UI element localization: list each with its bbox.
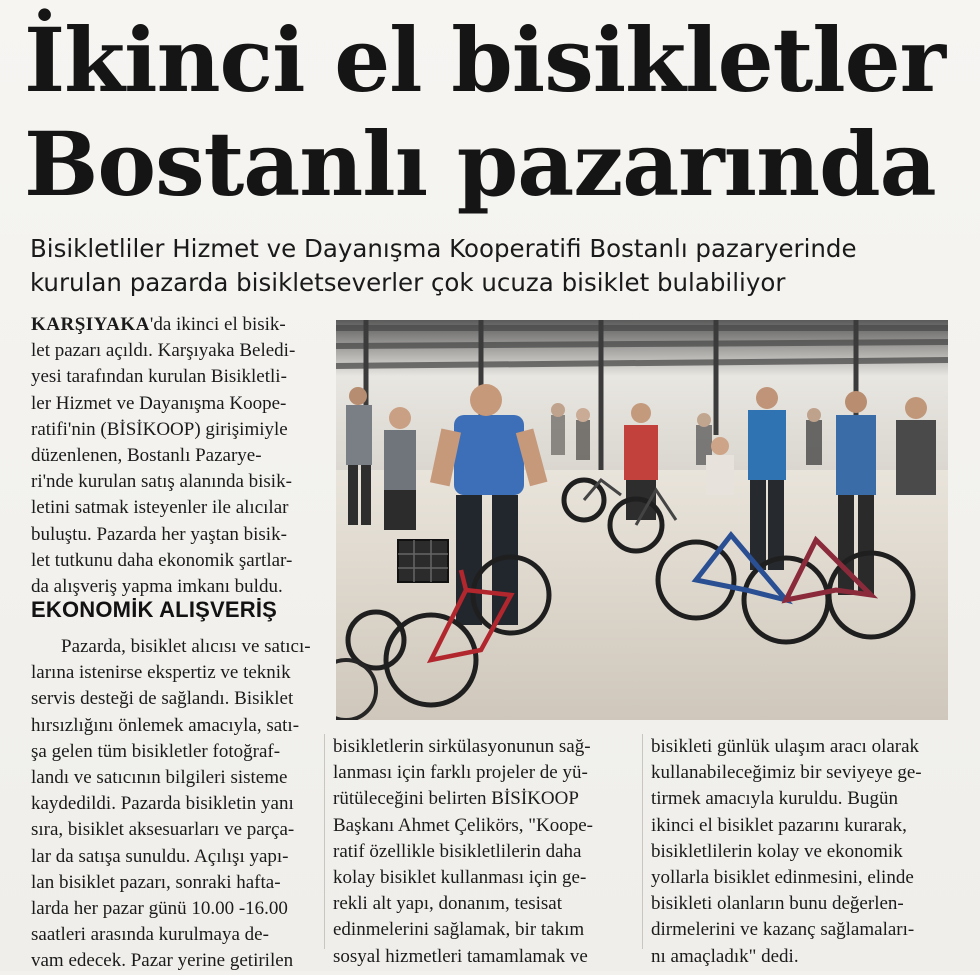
article-line: kaydedildi. Pazarda bisikletin yanı <box>31 793 294 815</box>
headline-line-1: İkinci el bisikletler <box>24 8 946 112</box>
article-line: ikinci el bisiklet pazarını kurarak, <box>651 814 907 836</box>
article-line: nı amaçladık" dedi. <box>651 945 799 967</box>
article-line: vam edecek. Pazar yerine getirilen <box>31 950 294 972</box>
article-line: yesi tarafından kurulan Bisikletli- <box>31 366 287 388</box>
article-line: landı ve satıcının bilgileri sisteme <box>31 767 288 789</box>
article-line: let tutkunu daha ekonomik şartlar- <box>31 549 293 571</box>
article-line: kolay bisiklet kullanması için ge- <box>333 867 587 889</box>
article-line: rütüleceğini belirten BİSİKOOP <box>333 788 579 810</box>
article-line: saatleri arasında kurulmaya de- <box>31 924 269 946</box>
article-column-3 <box>651 734 951 970</box>
article-line: lan bisiklet pazarı, sonraki hafta- <box>31 871 281 893</box>
article-line: sosyal hizmetleri tamamlamak ve <box>333 945 588 967</box>
article-line: buluştu. Pazarda her yaştan bisik- <box>31 523 287 545</box>
article-line: hırsızlığını önlemek amacıyla, satı- <box>31 714 300 736</box>
column-rule <box>324 734 325 949</box>
dateline-rest: 'da ikinci el bisik- <box>149 314 286 335</box>
article-line: edinmelerini sağlamak, bir takım <box>333 919 585 941</box>
bicycle-market-illustration <box>336 320 948 720</box>
article-line: larına istenirse ekspertiz ve teknik <box>31 662 291 684</box>
dateline: KARŞIYAKA <box>31 314 150 335</box>
article-line: rekli alt yapı, donanım, tesisat <box>333 893 563 915</box>
article-line: Pazarda, bisiklet alıcısı ve satıcı- <box>61 636 311 657</box>
subheadline-line-2: kurulan pazarda bisikletseverler çok ucuza bisiklet bulabiliyor <box>30 268 786 297</box>
article-line: tirmek amacıyla kuruldu. Bugün <box>651 788 898 810</box>
article-line: lar da satışa sunuldu. Açılışı yapı- <box>31 845 289 867</box>
article-line: bisikleti günlük ulaşım aracı olarak <box>651 736 920 757</box>
article-column-2 <box>333 734 633 970</box>
article-line: let pazarı açıldı. Karşıyaka Beledi- <box>31 340 296 362</box>
article-line: sıra, bisiklet aksesuarları ve parça- <box>31 819 295 841</box>
column-rule <box>642 734 643 949</box>
article-line: Başkanı Ahmet Çelikörs, "Koope- <box>333 814 593 836</box>
subheadline <box>30 232 960 300</box>
article-line: dirmelerini ve kazanç sağlamaları- <box>651 919 915 941</box>
section-heading: EKONOMİK ALIŞVERİŞ <box>31 597 278 622</box>
bicycle-market-photo <box>336 320 948 720</box>
article-line <box>31 312 321 338</box>
article-line: bisikletlilerin kolay ve ekonomik <box>651 840 903 862</box>
article-column-1-continued <box>31 634 321 975</box>
article-line: ratifi'nin (BİSİKOOP) girişimiyle <box>31 418 288 440</box>
article-line: yollarla bisiklet edinmesini, elinde <box>651 867 914 889</box>
article-line: lanması için farklı projeler de yü- <box>333 762 588 784</box>
article-line: düzenlenen, Bostanlı Pazarye- <box>31 445 262 467</box>
article-line: ratif özellikle bisikletlilerin daha <box>333 840 582 862</box>
article-line: bisikleti olanların bunu değerlen- <box>651 893 904 915</box>
article-line: bisikletlerin sirkülasyonunun sağ- <box>333 736 591 757</box>
article-line: larda her pazar günü 10.00 -16.00 <box>31 898 288 920</box>
article-line: letini satmak isteyenler ile alıcılar <box>31 497 289 519</box>
headline <box>24 8 964 216</box>
article-line: da alışveriş yapma imkanı buldu. <box>31 576 283 598</box>
article-line: ler Hizmet ve Dayanışma Koope- <box>31 392 287 414</box>
article-column-1 <box>31 312 321 600</box>
article-line: servis desteği de sağlandı. Bisiklet <box>31 688 294 710</box>
article-line: kullanabileceğimiz bir seviyeye ge- <box>651 762 922 784</box>
article-line: şa gelen tüm bisikletler fotoğraf- <box>31 740 281 762</box>
headline-line-2: Bostanlı pazarında <box>24 112 936 216</box>
subheadline-line-1: Bisikletliler Hizmet ve Dayanışma Kooperatifi Bostanlı pazaryerinde <box>30 234 857 263</box>
article-line: ri'nde kurulan satış alanında bisik- <box>31 471 292 493</box>
